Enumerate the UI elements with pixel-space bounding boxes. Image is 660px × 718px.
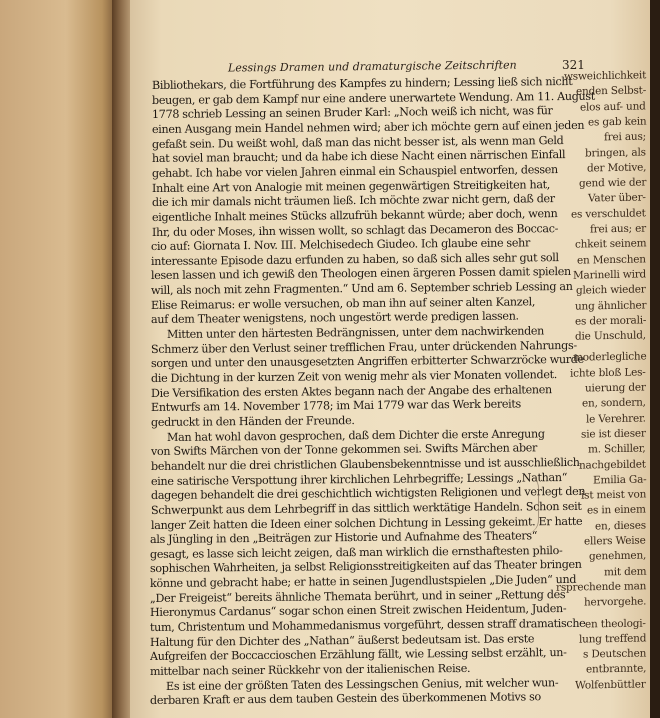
body-line: langer Zeit hatten die Ideen einer solchen Dichtung in Lessing gekeimt. Er hatte [150, 514, 582, 532]
left-page-line: en Menschen [577, 252, 646, 267]
body-line: tum, Christentum und Mohammedanismus vorgeführt, dessen straff dramatische [150, 616, 586, 635]
body-line: gehabt. Ich habe vor vielen Jahren einmal ein Schauspiel entworfen, dessen [151, 162, 558, 180]
body-line: Es ist eine der größten Taten des Lessingschen Genius, mit welcher wun- [165, 675, 559, 693]
body-line: eine satirische Verspottung ihrer kirchlichen Lehrbegriffe; Lessings „Nathan“ [150, 470, 567, 488]
left-page-line: hervorgehe. [583, 595, 646, 609]
left-page-line: genehmen, [588, 549, 646, 563]
body-line: einen Ausgang mein Handel nehmen wird; aber ich möchte gern auf einen jeden [151, 118, 585, 136]
left-page-line: nachgebildet [579, 457, 646, 472]
left-page-line: en, dieses [595, 519, 646, 533]
left-page-line: entbrannte, [585, 662, 646, 676]
left-page [0, 0, 120, 718]
body-line: gedruckt in den Händen der Freunde. [150, 413, 355, 429]
left-page-line: es in einem [587, 503, 646, 517]
left-page-line: gleich wieder [576, 283, 646, 297]
left-page-line: ichte bloß Les- [570, 366, 646, 380]
left-page-line: uierung der [585, 381, 646, 395]
body-line: „Der Freigeist“ bereits ähnliche Themata berührt, und in seiner „Rettung des [150, 587, 566, 605]
body-line: Hieronymus Cardanus“ sogar schon einen Streit zwischen Heidentum, Juden- [150, 602, 567, 620]
body-line: lesen lassen und ich gewiß den Theologen einen ärgeren Possen damit spielen [151, 265, 572, 283]
body-line: von Swifts Märchen von der Tonne gekommen sei. Swifts Märchen aber [150, 441, 537, 459]
body-line: Schmerz über den Verlust seiner trefflichen Frau, unter drückenden Nahrungs- [151, 338, 577, 356]
body-line: Entwurfs am 14. November 1778; im Mai 1779 war das Werk bereits [150, 397, 521, 415]
body-line: Ihr, du oder Moses, ihn wissen wollt, so schlagt das Decameron des Boccac- [151, 221, 558, 239]
left-page-line: sie ist dieser [581, 427, 646, 441]
body-line: Mitten unter den härtesten Bedrängnissen, unter dem nachwirkenden [167, 324, 545, 342]
left-page-line: s Deutschen [582, 647, 646, 661]
left-page-line: frei aus; er [590, 222, 646, 236]
body-line: könne und gebracht habe; er hatte in seinen Jugendlustspielen „Die Juden“ und [150, 573, 577, 591]
left-page-line: mit dem [603, 565, 646, 578]
left-page-line: moderlegliche [572, 350, 646, 365]
left-page-line: die Unschuld, [575, 329, 646, 343]
body-line: Die Versifikation des ersten Aktes begann nach der Angabe des erhaltenen [150, 382, 552, 400]
left-page-line: der Motive, [586, 161, 646, 175]
left-page-line: ellers Weise [584, 534, 646, 548]
body-line: Inhalt eine Art von Analogie mit meinen gegenwärtigen Streitigkeiten hat, [151, 177, 550, 195]
page-number: 321 [562, 58, 585, 72]
pencil-margin-mark [510, 474, 539, 534]
left-page-line: rsprechende man [555, 580, 646, 594]
body-line: eigentliche Inhalt meines Stücks allzufrüh bekannt würde; aber doch, wenn [151, 206, 558, 224]
left-page-line: le Verehrer. [586, 412, 646, 426]
body-line: sorgen und unter den unausgesetzten Angriffen erbitterter Schwarzröcke wurde [150, 353, 584, 371]
left-page-line: es gab kein [587, 115, 646, 129]
body-line: Schwerpunkt aus dem Lehrbegriff in das sittlich werktätige Handeln. Schon seit [150, 499, 582, 517]
left-page-line: Vater über- [588, 191, 646, 205]
body-line: Aufgreifen der Boccaccioschen Erzählung fällt, wie Lessing selbst erzählt, un- [149, 646, 567, 664]
body-line: Haltung für den Dichter des „Nathan“ äußerst bedeutsam ist. Das erste [150, 632, 535, 649]
body-line: behandelt nur die drei christlichen Glaubensbekenntnisse und ist ausschließlich [150, 455, 580, 473]
left-page-line: ung ähnlicher [574, 298, 646, 313]
body-line: will, als noch mit zehn Fragmenten.“ Und am 6. September schrieb Lessing an [151, 280, 573, 298]
left-page-line: enden Selbst- [575, 84, 646, 98]
body-line: die ich mir damals nicht träumen ließ. Ich möchte zwar nicht gern, daß der [151, 192, 555, 210]
body-line: auf dem Theater wenigstens, noch ungestört werde predigen lassen. [151, 309, 519, 327]
body-line: als Jüngling in den „Beiträgen zur Historie und Aufnahme des Theaters“ [150, 529, 538, 547]
body-line: sophischen Wahrheiten, ja selbst Religionsstreitigkeiten auf das Theater bringen [150, 558, 583, 576]
body-line: Man hat wohl davon gesprochen, daß dem Dichter die erste Anregung [166, 426, 545, 444]
left-page-line: gend wie der [578, 176, 646, 190]
running-head: Lessings Dramen und dramaturgische Zeitschriften [227, 58, 517, 75]
left-page-line: en, sondern, [582, 396, 646, 410]
page-edge [650, 0, 660, 718]
left-page-line: chkeit seinem [574, 237, 646, 251]
left-page-line: bringen, als [585, 145, 646, 160]
body-line: beugen, er gab dem Kampf nur eine andere unerwartete Wendung. Am 11. August [151, 89, 595, 107]
left-page-line: es verschuldet [571, 207, 646, 221]
left-page-line: lung treffend [578, 632, 646, 646]
body-line: gefaßt sein. Du weißt wohl, daß man das nicht besser ist, als wenn man Geld [151, 133, 564, 151]
body-line: gesagt, es lasse sich leicht zeigen, daß man wirklich die ernsthaftesten philo- [150, 543, 563, 561]
left-page-line: Emilia Ga- [592, 473, 646, 487]
left-page-line: Marinelli wird [572, 268, 646, 282]
left-page-line: en theologi- [585, 616, 646, 631]
left-page-line: es der morali- [574, 314, 646, 328]
body-line: hat soviel man braucht; und da habe ich diese Nacht einen närrischen Einfall [151, 148, 566, 166]
left-page-line: frei aus; [604, 130, 646, 144]
body-line: dagegen behandelt die drei geschichtlich wichtigsten Religionen und verlegt den [150, 485, 585, 503]
body-line: derbaren Kraft er aus dem tauben Gestein des überkommenen Motivs so [149, 690, 541, 708]
body-line: 1778 schrieb Lessing an seinen Bruder Karl: „Noch weiß ich nicht, was für [151, 104, 553, 122]
body-line: cio auf: Giornata I. Nov. III. Melchisedech Giudeo. Ich glaube eine sehr [151, 236, 531, 254]
left-page-line: Wolfenbüttler [575, 678, 646, 692]
left-page-line: wsweichlichkeit [563, 69, 646, 83]
body-line: Bibliothekars, die Fortführung des Kampfes zu hindern; Lessing ließ sich nicht [151, 74, 573, 92]
body-line: mittelbar nach seiner Rückkehr von der italienischen Reise. [149, 661, 471, 678]
left-page-line: ist meist von [580, 488, 646, 502]
left-page-line: elos auf- und [580, 100, 646, 114]
left-page-line: m. Schiller, [588, 442, 646, 456]
body-line: interessante Episode dazu erfunden zu haben, so daß sich alles sehr gut soll [151, 250, 560, 268]
body-line: Elise Reimarus: er wolle versuchen, ob man ihn auf seiner alten Kanzel, [151, 295, 536, 312]
body-line: die Dichtung in der kurzen Zeit von wenig mehr als vier Monaten vollendet. [150, 368, 558, 385]
